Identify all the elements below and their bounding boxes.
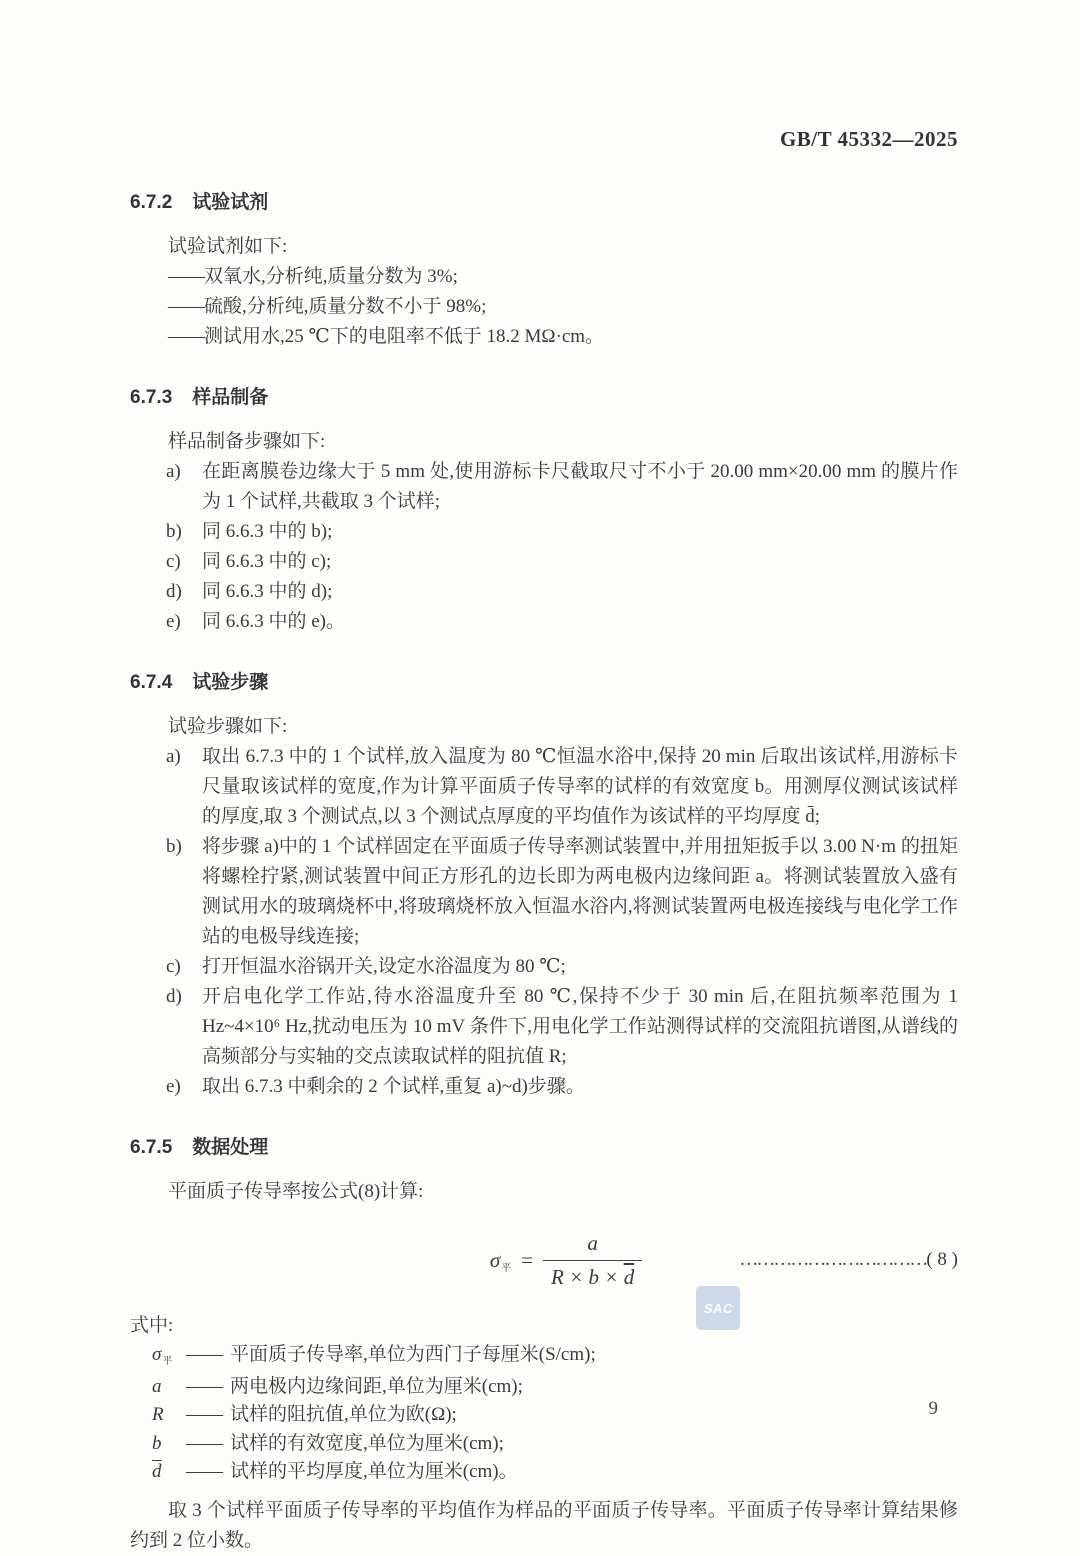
dash: —— — [186, 1344, 222, 1365]
list-item — [130, 952, 958, 982]
item-text: 将步骤 a)中的 1 个试样固定在平面质子传导率测试装置中,并用扭矩扳手以 3.00 N·m 的扭矩将螺栓拧紧,测试装置中间正方形孔的边长即为两电极内边缘间距 a。将测试装置放入盛有测试用水的玻璃烧杯中,将玻璃烧杯放入恒温水浴内,将测试装置两电极连接线与电化学工作站的电极导线连接; — [202, 836, 958, 947]
equation-8 — [130, 1223, 958, 1297]
equation-reference — [739, 1249, 958, 1271]
item-text: 取出 6.7.3 中的 1 个试样,放入温度为 80 ℃恒温水浴中,保持 20 min 后取出该试样,用游标卡尺量取该试样的宽度,作为计算平面质子传导率的试样的有效宽度 b。用测厚仪测试该试样的厚度,取 3 个测试点,以 3 个测试点厚度的平均值作为该试样的平均厚度 d̄; — [202, 746, 958, 827]
section-heading — [130, 668, 958, 698]
item-label: b) — [166, 836, 182, 857]
item-text: 在距离膜卷边缘大于 5 mm 处,使用游标卡尺截取尺寸不小于 20.00 mm×20.00 mm 的膜片作为 1 个试样,共截取 3 个试样; — [202, 461, 958, 512]
doc-header — [130, 124, 958, 157]
list-item — [130, 457, 958, 517]
symbol-description: 平面质子传导率,单位为西门子每厘米(S/cm); — [230, 1344, 596, 1365]
item-label: d) — [166, 581, 182, 602]
dash: —— — [168, 266, 204, 287]
item-label: d) — [166, 986, 182, 1007]
section-title: 试验试剂 — [192, 192, 269, 213]
equation-8-formula — [490, 1231, 642, 1290]
item-label: a) — [166, 461, 181, 482]
list-item-text: 双氧水,分析纯,质量分数为 3%; — [204, 266, 458, 287]
item-text: 同 6.6.3 中的 b); — [202, 521, 333, 542]
section-intro: 试验试剂如下: — [168, 236, 288, 257]
symbol: R — [152, 1404, 164, 1425]
list-item — [130, 742, 958, 832]
sigma-symbol: σ平 — [489, 1247, 512, 1274]
definition-row — [130, 1341, 958, 1373]
where-label: 式中: — [130, 1315, 174, 1336]
dash: —— — [186, 1404, 222, 1425]
closing-paragraph: 取 3 个试样平面质子传导率的平均值作为样品的平面质子传导率。平面质子传导率计算结果修约到 2 位小数。 — [130, 1499, 958, 1551]
dash: —— — [186, 1432, 222, 1454]
list-item — [168, 322, 958, 352]
section-heading — [130, 383, 958, 413]
list-item — [130, 547, 958, 577]
equals-sign: = — [521, 1247, 534, 1272]
sac-watermark-logo — [696, 1286, 740, 1330]
symbol-description: 试样的阻抗值,单位为欧(Ω); — [230, 1404, 457, 1425]
section-6-7-3 — [130, 383, 958, 637]
section-number: 6.7.2 — [130, 192, 173, 213]
list-item — [130, 1072, 958, 1102]
section-heading — [130, 188, 958, 218]
item-text: 取出 6.7.3 中剩余的 2 个试样,重复 a)~d)步骤。 — [202, 1076, 585, 1097]
list-item-text: 硫酸,分析纯,质量分数不小于 98%; — [204, 296, 487, 317]
list-item — [130, 577, 958, 607]
doc-number: GB/T 45332—2025 — [779, 127, 958, 151]
definition-row — [130, 1430, 958, 1459]
symbol-description: 试样的有效宽度,单位为厘米(cm); — [230, 1432, 504, 1454]
section-heading — [130, 1133, 958, 1163]
item-label: c) — [166, 956, 181, 977]
list-item — [130, 982, 958, 1072]
dash: —— — [168, 326, 204, 347]
section-6-7-2 — [130, 188, 958, 352]
item-label: a) — [166, 746, 181, 767]
dash: —— — [186, 1375, 222, 1397]
symbol: $\sigma_平$ — [152, 1344, 173, 1367]
item-text: 同 6.6.3 中的 d); — [202, 581, 333, 602]
section-6-7-5 — [130, 1133, 958, 1556]
dash: —— — [168, 296, 204, 317]
symbol-description: 两电极内边缘间距,单位为厘米(cm); — [230, 1375, 523, 1397]
section-title: 样品制备 — [192, 387, 269, 408]
section-number: 6.7.5 — [130, 1137, 173, 1158]
section-title: 试验步骤 — [192, 672, 269, 693]
list-item-text: 测试用水,25 ℃下的电阻率不低于 18.2 MΩ·cm。 — [204, 326, 605, 347]
fraction-numerator: a — [587, 1230, 598, 1255]
lettered-list — [130, 457, 958, 637]
symbol-definitions — [130, 1341, 958, 1487]
definition-row — [130, 1373, 958, 1402]
section-intro: 平面质子传导率按公式(8)计算: — [168, 1181, 424, 1202]
dash: —— — [186, 1461, 222, 1482]
dot-leader: …………………………… — [739, 1249, 927, 1270]
fraction — [543, 1231, 642, 1290]
item-text: 同 6.6.3 中的 e)。 — [202, 611, 346, 632]
symbol: b — [152, 1432, 162, 1454]
item-label: e) — [166, 611, 181, 632]
list-item — [168, 292, 958, 322]
section-title: 数据处理 — [192, 1137, 269, 1158]
d-bar-symbol: $\overline{d}$ — [623, 1264, 635, 1289]
equation-number: ( 8 ) — [926, 1249, 958, 1270]
section-intro: 试验步骤如下: — [168, 716, 288, 737]
dash-list — [130, 262, 958, 352]
section-number: 6.7.4 — [130, 672, 173, 693]
list-item — [130, 517, 958, 547]
d-bar-symbol: $\overline{d}$ — [152, 1461, 162, 1482]
item-text: 开启电化学工作站,待水浴温度升至 80 ℃,保持不少于 30 min 后,在阻抗频率范围为 1 Hz~4×10⁶ Hz,扰动电压为 10 mV 条件下,用电化学工作站测得试样的交流阻抗谱图,从谱线的高频部分与实轴的交点读取试样的阻抗值 R; — [202, 986, 958, 1067]
page-number: 9 — [928, 1398, 938, 1419]
lettered-list — [130, 742, 958, 1102]
list-item — [168, 262, 958, 292]
symbol-description: 试样的平均厚度,单位为厘米(cm)。 — [230, 1461, 518, 1482]
sac-watermark-text: SAC — [702, 1300, 734, 1316]
section-intro: 样品制备步骤如下: — [168, 431, 326, 452]
symbol: a — [152, 1375, 162, 1397]
item-label: e) — [166, 1076, 181, 1097]
item-label: b) — [166, 521, 182, 542]
fraction-denominator: $R \times b \times \overline{d}$ — [543, 1260, 642, 1290]
section-6-7-4 — [130, 668, 958, 1102]
section-number: 6.7.3 — [130, 387, 173, 408]
item-text: 打开恒温水浴锅开关,设定水浴温度为 80 ℃; — [202, 956, 566, 977]
definition-row — [130, 1401, 958, 1430]
list-item — [130, 607, 958, 637]
item-text: 同 6.6.3 中的 c); — [202, 551, 332, 572]
list-item — [130, 832, 958, 952]
symbol — [152, 1458, 186, 1487]
definition-row — [130, 1458, 958, 1487]
item-label: c) — [166, 551, 181, 572]
